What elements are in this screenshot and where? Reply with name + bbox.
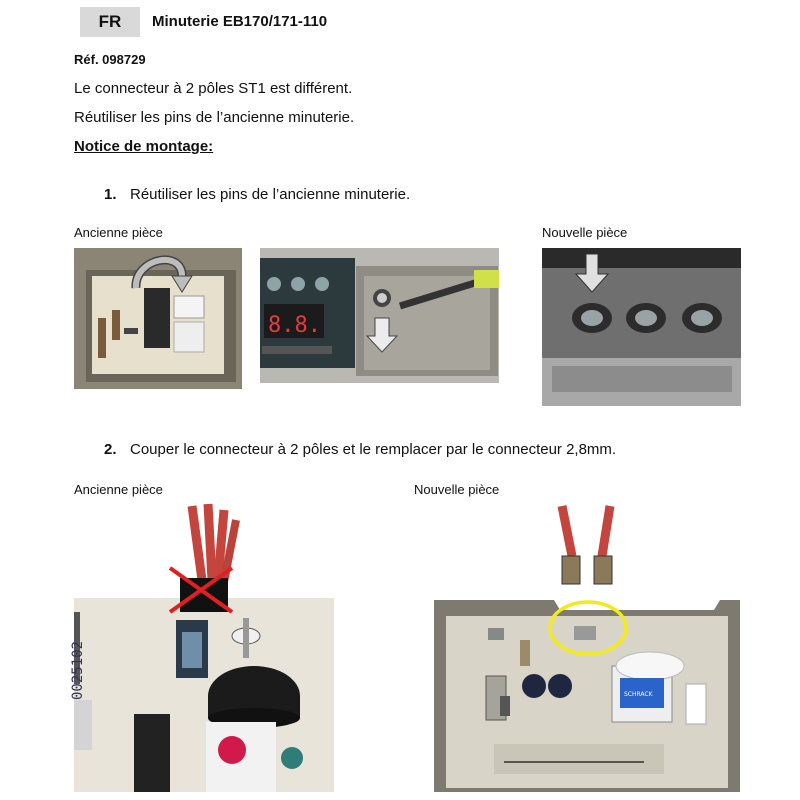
intro-line-2: Réutiliser les pins de l’ancienne minuterie. <box>74 109 355 126</box>
step-1 <box>104 186 410 203</box>
notice-heading: Notice de montage: <box>74 138 214 155</box>
step-2-number: 2. <box>104 441 117 458</box>
step-2 <box>104 441 616 458</box>
new-board-photo <box>414 500 754 792</box>
step-1-new-caption: Nouvelle pièce <box>542 225 628 240</box>
step-1-text: Réutiliser les pins de l’ancienne minuterie. <box>130 186 411 203</box>
language-badge: FR <box>80 7 140 37</box>
board-code-text: 0025102 <box>70 640 86 700</box>
step-2-old-caption: Ancienne pièce <box>74 482 163 497</box>
intro-line-1: Le connecteur à 2 pôles ST1 est différent. <box>74 80 353 97</box>
step-2-new-caption: Nouvelle pièce <box>414 482 500 497</box>
old-timer-photo <box>74 248 242 389</box>
document-title: Minuterie EB170/171-110 <box>152 13 328 30</box>
relay-label-text: SCHRACK <box>624 691 653 698</box>
step-1-number: 1. <box>104 186 117 203</box>
svg-text:8.8.: 8.8. <box>268 313 321 338</box>
old-connector-photo <box>70 500 334 792</box>
display-board-photo <box>260 248 499 383</box>
step-2-text: Couper le connecteur à 2 pôles et le remplacer par le connecteur 2,8mm. <box>130 441 617 458</box>
reference-number: Réf. 098729 <box>74 52 146 67</box>
step-1-old-caption: Ancienne pièce <box>74 225 163 240</box>
new-part-front-photo <box>542 248 741 406</box>
